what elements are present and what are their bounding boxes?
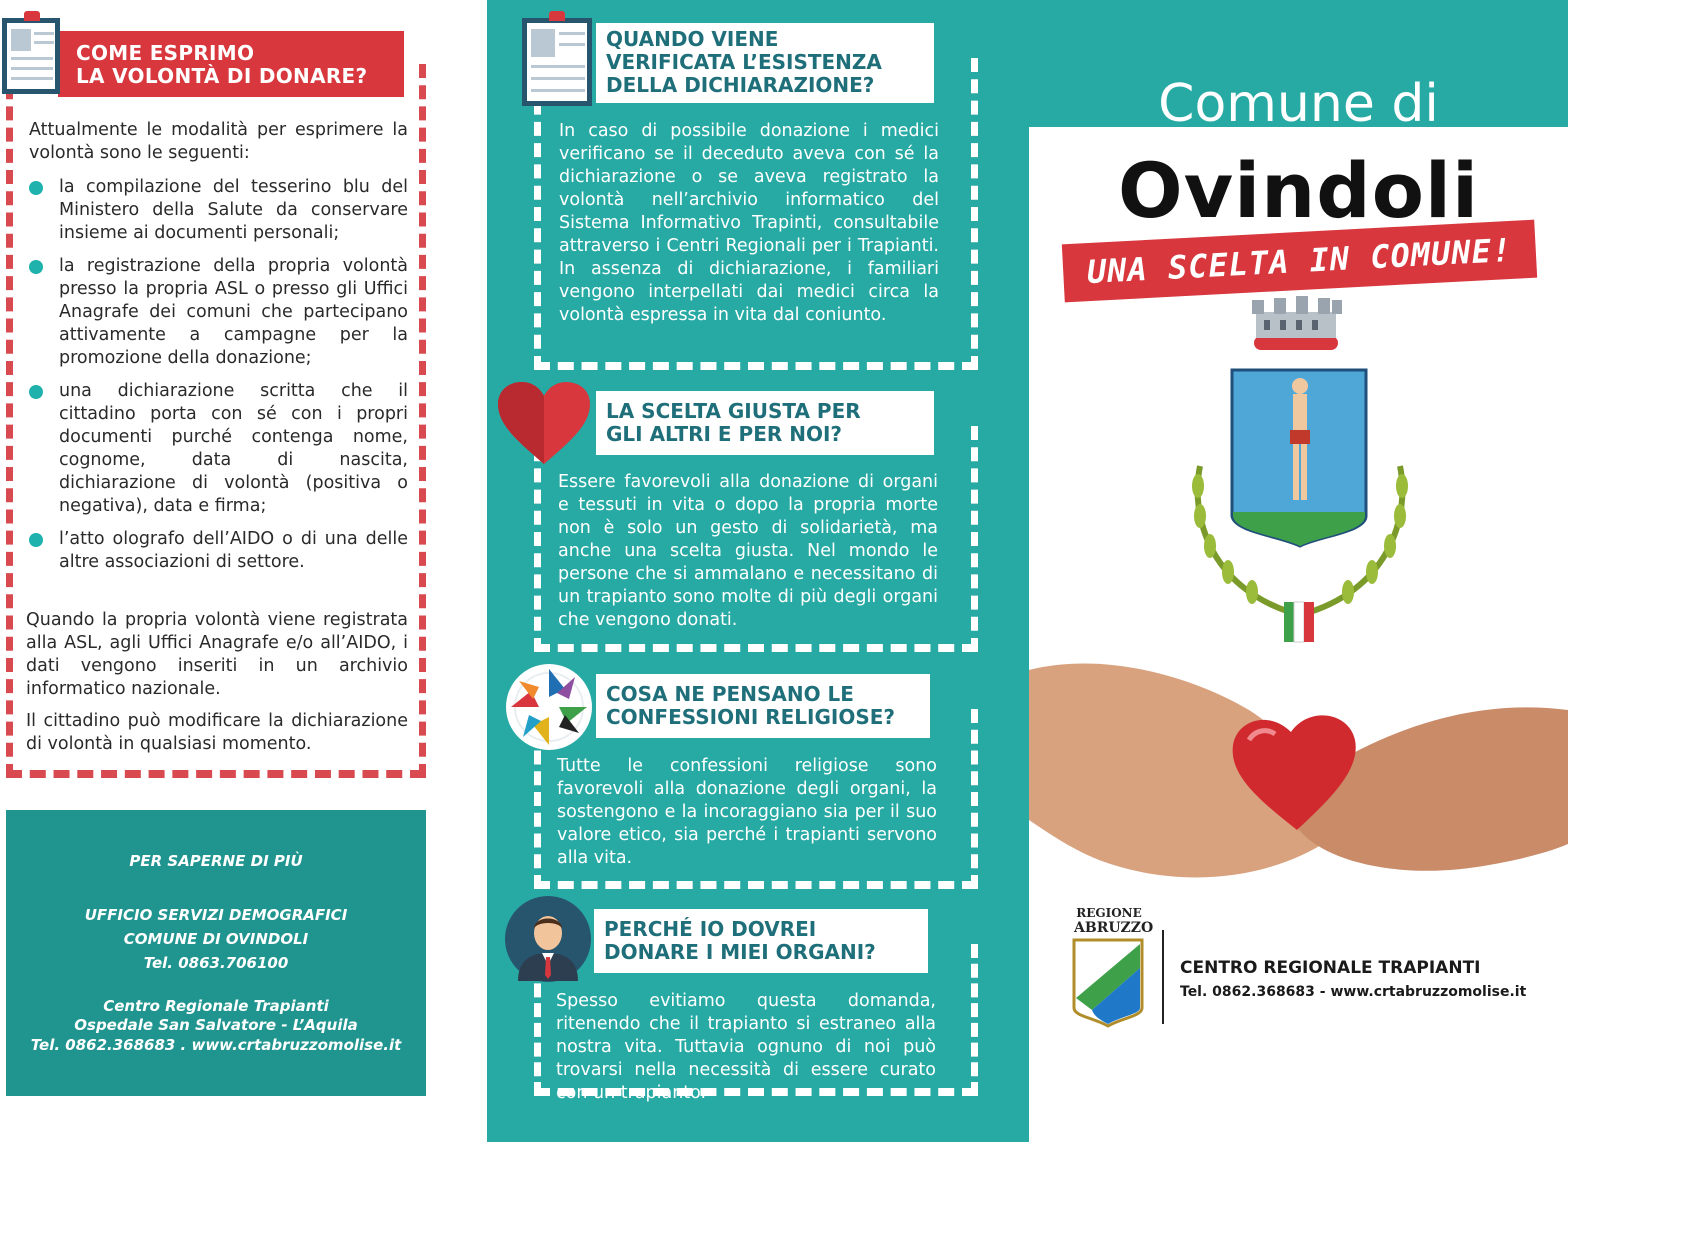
section-title-line: GLI ALTRI E PER NOI?: [606, 422, 843, 446]
section-text: Essere favorevoli alla donazione di organi e tessuti in vita o dopo la propria morte non è solo un gesto di solidarietà, ma anche una scelta giusta. Nel mondo le persone che si ammalano e necessitano di un trapianto sono molte di più degli organi che vengono donati.: [558, 472, 938, 630]
section-title: [596, 391, 934, 455]
bullet-dot-icon: [29, 533, 43, 547]
slogan-banner: UNA SCELTA IN COMUNE!: [1062, 220, 1537, 303]
list-item: [29, 528, 408, 574]
info-office-1: UFFICIO SERVIZI DEMOGRAFICI: [84, 906, 348, 924]
section-title: [594, 909, 928, 973]
info-tel: Tel. 0863.706100: [143, 954, 289, 972]
centre-title: CENTRO REGIONALE TRAPIANTI: [1180, 958, 1481, 978]
hands-circle-icon: [505, 663, 593, 751]
hands-heart-photo: [1029, 640, 1568, 900]
heart-icon: [496, 380, 592, 468]
left-panel: [0, 0, 480, 1142]
document-icon: [2, 18, 60, 94]
bullet-dot-icon: [29, 260, 43, 274]
left-bullet-list: [29, 176, 408, 574]
left-paragraph-1: Quando la propria volontà viene registrata alla ASL, agli Uffici Anagrafe e/o all’AIDO, i dati vengono inseriti in un archivio informatico nazionale.: [26, 610, 408, 699]
region-label-2: ABRUZZO: [1074, 920, 1154, 936]
list-item-text: l’atto olografo dell’AIDO o di una delle altre associazioni di settore.: [59, 529, 408, 572]
left-paragraph-2: Il cittadino può modificare la dichiarazione di volontà in qualsiasi momento.: [26, 711, 408, 754]
bullet-dot-icon: [29, 181, 43, 195]
section-title: [596, 674, 930, 738]
region-logo: [1074, 906, 1154, 936]
crown-icon: [1240, 292, 1352, 354]
info-centre-1: Centro Regionale Trapianti: [103, 997, 329, 1015]
info-office-2: COMUNE DI OVINDOLI: [123, 930, 309, 948]
centre-contact: Tel. 0862.368683 - www.crtabruzzomolise.it: [1180, 984, 1527, 1000]
list-item: [29, 176, 408, 245]
info-box: [6, 810, 426, 1096]
document-icon: [522, 18, 592, 106]
bullet-dot-icon: [29, 385, 43, 399]
left-title-line2: LA VOLONTÀ DI DONARE?: [76, 64, 368, 88]
section-title-line: COSA NE PENSANO LE: [606, 682, 854, 706]
coat-of-arms: [1180, 366, 1420, 652]
list-item: [29, 255, 408, 370]
section-title-line: VERIFICATA L’ESISTENZA: [606, 50, 882, 74]
info-centre-3: Tel. 0862.368683 . www.crtabruzzomolise.it: [30, 1036, 402, 1054]
cover-title: Ovindoli: [1117, 146, 1480, 235]
section-text: Tutte le confessioni religiose sono favorevoli alla donazione degli organi, la sostengono e la incoraggiano sia per il suo valore etico, sia perché i trapianti servono alla vita.: [557, 756, 937, 868]
region-shield-icon: [1072, 938, 1144, 1028]
list-item-text: una dichiarazione scritta che il cittadino porta con sé con i propri documenti purché contenga nome, cognome, data di nascita, dichiarazione di volontà (positiva o negativa), data e firma;: [59, 381, 408, 516]
info-centre-2: Ospedale San Salvatore - L’Aquila: [74, 1016, 358, 1034]
section-text: In caso di possibile donazione i medici verificano se il deceduto aveva con sé la dichiarazione o se aveva registrato la volontà nell’archivio informatico del Sistema Informativo Trapinti, consultabile attraverso i Centri Regionali per i Trapianti. In assenza di dichiarazione, i familiari vengono interpellati dai medici circa la volontà espressa in vita dal coniunto.: [559, 121, 939, 325]
divider: [1162, 930, 1164, 1024]
section-title-line: DONARE I MIEI ORGANI?: [604, 940, 876, 964]
region-label-1: REGIONE: [1076, 906, 1142, 920]
section-title-line: CONFESSIONI RELIGIOSE?: [606, 705, 896, 729]
list-item-text: la registrazione della propria volontà presso la propria ASL o presso gli Uffici Anagrafe dei comuni che partecipano attivamente a campagne per la promozione della donazione;: [59, 256, 408, 368]
section-title-line: QUANDO VIENE: [606, 27, 779, 51]
cover-subtitle: Comune di: [1158, 74, 1439, 134]
left-intro: Attualmente le modalità per esprimere la volontà sono le seguenti:: [29, 120, 408, 163]
section-title-line: LA SCELTA GIUSTA PER: [606, 399, 861, 423]
section-text: Spesso evitiamo questa domanda, ritenendo che il trapianto si estraneo alla nostra vita. Tuttavia ognuno di noi può trovarsi nella necessità di essere curato con un trapianto.: [556, 991, 936, 1103]
person-icon: [504, 895, 592, 983]
section-title-line: PERCHÉ IO DOVREI: [604, 917, 817, 941]
list-item: [29, 380, 408, 518]
left-title: [58, 31, 404, 97]
info-heading: PER SAPERNE DI PIÙ: [129, 852, 303, 870]
left-title-line1: COME ESPRIMO: [76, 41, 255, 65]
section-title: [596, 23, 934, 103]
section-title-line: DELLA DICHIARAZIONE?: [606, 73, 875, 97]
list-item-text: la compilazione del tesserino blu del Ministero della Salute da conservare insieme ai documenti personali;: [59, 177, 408, 243]
